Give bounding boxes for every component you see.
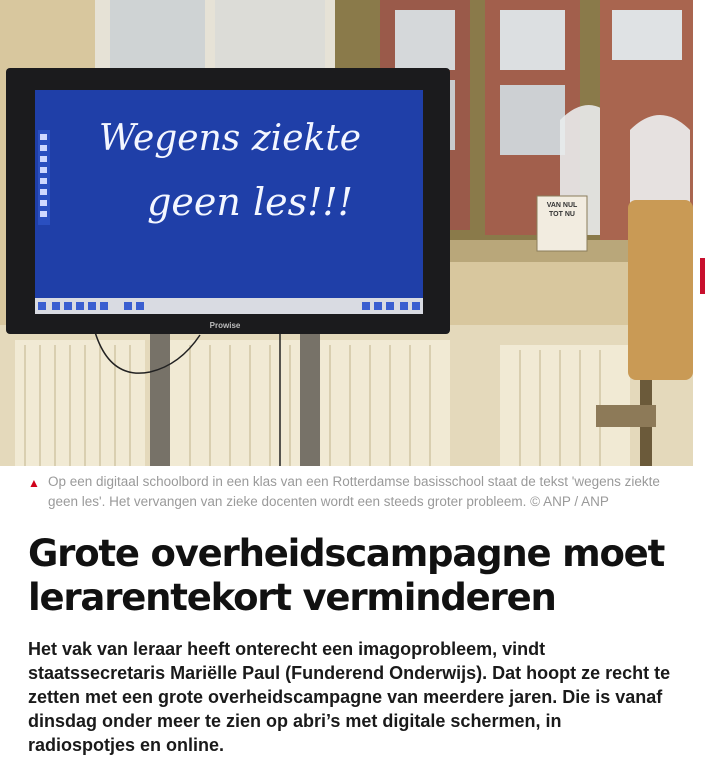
side-accent-bar xyxy=(700,258,705,294)
article-title: Grote overheidscampagne moet lerarentekort verminderen xyxy=(28,532,665,619)
book-title-line2: TOT NU xyxy=(549,211,575,218)
board-text-line1: Wegens ziekte xyxy=(98,118,362,159)
book-title-line1: VAN NUL xyxy=(546,202,578,209)
article-lead: Het vak van leraar heeft onterecht een imagoprobleem, vindt staatssecretaris Mariëlle Paul (Funderend Onderwijs). Dat hoopt ze recht te zetten met een grote overheidscampagne van meerdere jaren. Die is vanaf dinsdag onder meer te zien op abri’s met digitale schermen, in radiospotjes en online. xyxy=(28,639,671,755)
caption-up-arrow-icon: ▲ xyxy=(28,476,40,490)
board-text-line2: geen les!!! xyxy=(147,180,353,224)
caption-text: Op een digitaal schoolbord in een klas van een Rotterdamse basisschool staat de tekst 'wegens ziekte geen les'. Het vervangen van zieke docenten wordt een steeds groter probleem. © ANP / ANP xyxy=(48,474,660,509)
board-brand-logo: Prowise xyxy=(209,321,241,330)
photo-caption xyxy=(28,472,688,512)
